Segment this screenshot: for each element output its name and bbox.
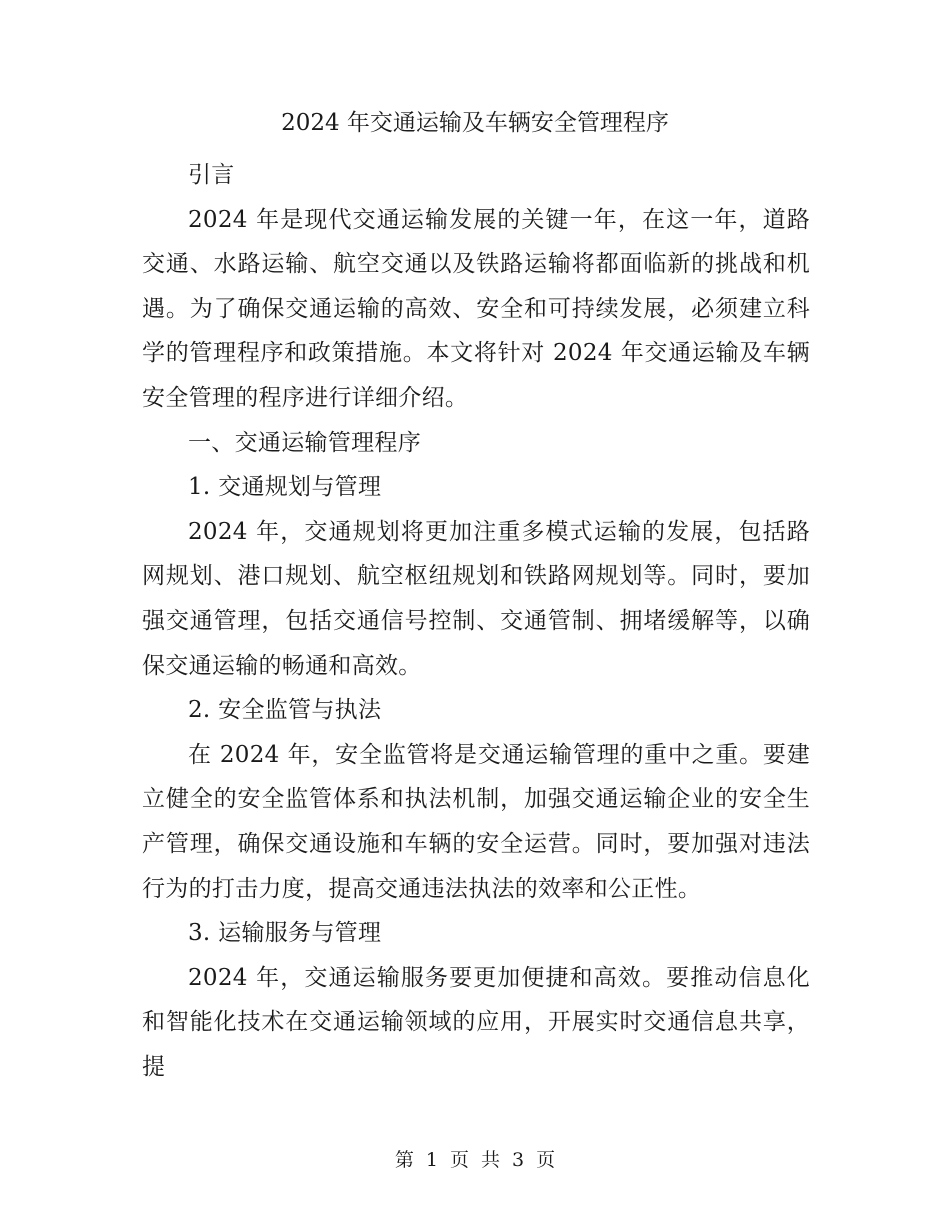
section-heading-1: 一、交通运输管理程序 [188,429,421,456]
subsection-heading-2: 2. 安全监管与执法 [188,697,382,724]
paragraph-services: 2024 年，交通运输服务要更加便捷和高效。要推动信息化和智能化技术在交通运输领域的应用，开展实时交通信息共享，提 [142,964,810,1080]
subsection-heading-1: 1. 交通规划与管理 [188,474,382,501]
intro-paragraph: 2024 年是现代交通运输发展的关键一年，在这一年，道路交通、水路运输、航空交通以及铁路运输将都面临新的挑战和机遇。为了确保交通运输的高效、安全和可持续发展，必须建立科学的管理程序和政策措施。本文将针对 2024 年交通运输及车辆安全管理的程序进行详细介绍。 [142,206,810,411]
subsection-heading-3: 3. 运输服务与管理 [188,920,382,947]
heading-introduction: 引言 [188,162,235,188]
paragraph-planning: 2024 年，交通规划将更加注重多模式运输的发展，包括路网规划、港口规划、航空枢纽规划和铁路网规划等。同时，要加强交通管理，包括交通信号控制、交通管制、拥堵缓解等，以确保交通运输的畅通和高效。 [142,518,810,679]
page-number-footer: 第 1 页 共 3 页 [394,1149,556,1171]
document-body [142,153,810,1089]
document-title: 2024 年交通运输及车辆安全管理程序 [281,110,669,136]
paragraph-safety: 在 2024 年，安全监管将是交通运输管理的重中之重。要建立健全的安全监管体系和执法机制，加强交通运输企业的安全生产管理，确保交通设施和车辆的安全运营。同时，要加强对违法行为的打击力度，提高交通违法执法的效率和公正性。 [142,741,810,902]
